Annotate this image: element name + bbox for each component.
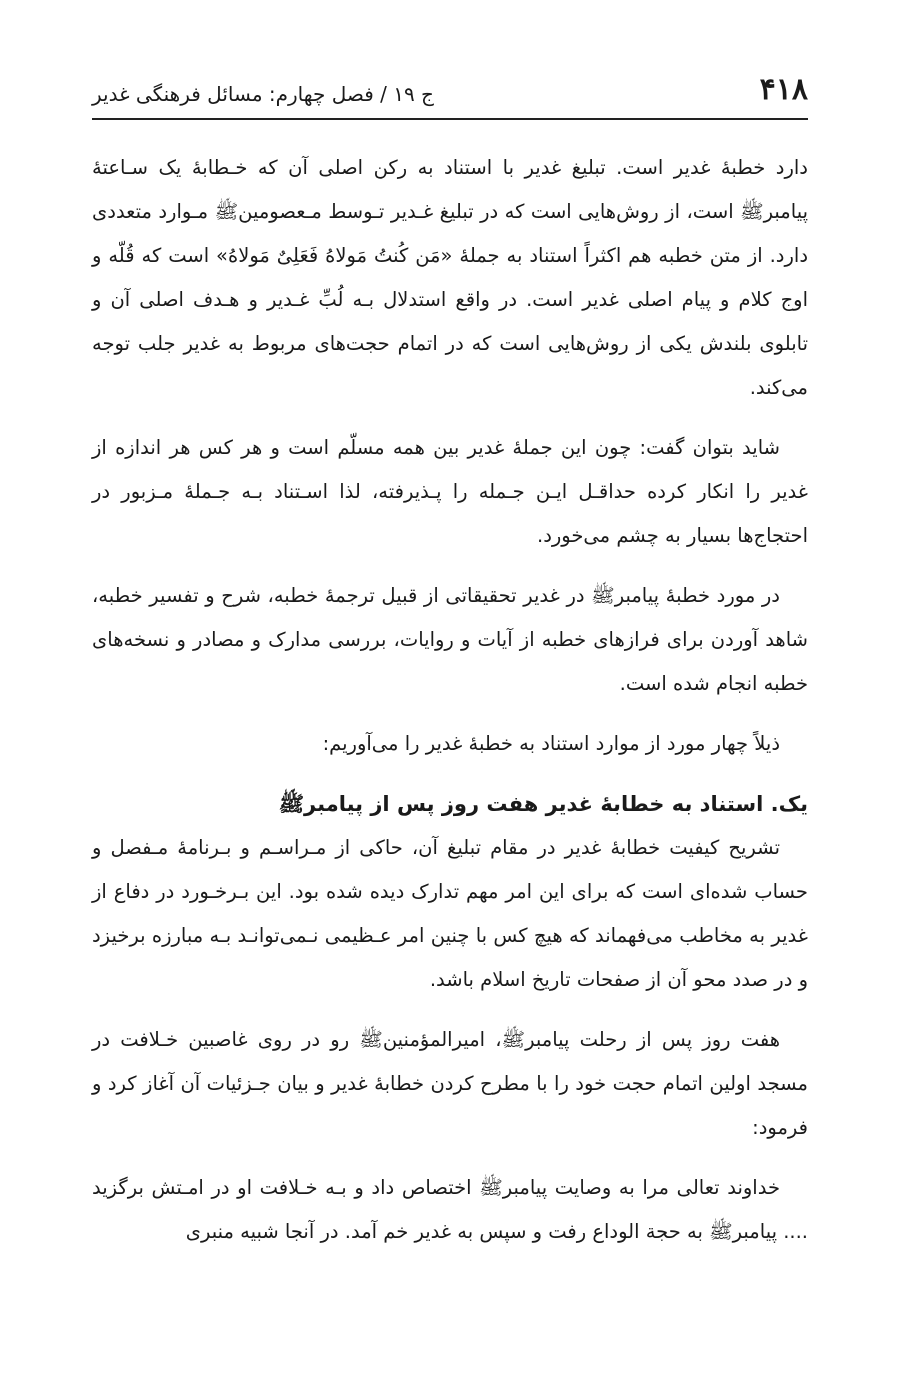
section-paragraph-3: خداوند تعالی مرا به وصایت پیامبرﷺ اختصاص داد و بـه خـلافت او در امـتش برگزید .... پیامبرﷺ به حجة الوداع رفت و سپس به غدیر خم آمد. در آنجا شبیه منبری [92, 1176, 808, 1243]
section-paragraph-2: هفت روز پس از رحلت پیامبرﷺ، امیرالمؤمنین‌ﷺ رو در روی غاصبین خـلافت در مسجد اولین اتمام حجت خود را با مطرح کردن خطابهٔ غدیر و بیان جـزئیات آن آغاز کرد و فرمود: [92, 1028, 808, 1139]
paragraph-4: ذیلاً چهار مورد از موارد استناد به خطبهٔ غدیر را می‌آوریم: [322, 732, 780, 755]
page-number: ۴۱۸ [759, 72, 808, 107]
paragraph-2: شاید بتوان گفت: چون این جملهٔ غدیر بین همه مسلّم است و هر کس هر اندازه از غدیر را انکار کرده حداقـل ایـن جـمله را پـذیرفته، لذا اسـتناد بـه جـملهٔ مـزبور در احتجاج‌ها بسیار به چشم می‌خورد. [92, 436, 808, 547]
running-head: ج ۱۹ / فصل چهارم: مسائل فرهنگی غدیر [92, 82, 434, 106]
paragraph-1: دارد خطبهٔ غدیر است. تبلیغ غدیر با استناد به رکن اصلی آن که خـطابهٔ یک سـاعتهٔ پیامبرﷺ است، از روش‌هایی است که در تبلیغ غـدیر تـوسط مـعصومین‌ﷺ مـوارد متعددی دارد. از متن خطبه هم اکثراً استناد به جملهٔ «مَن کُنتُ مَولاهُ فَعَلِیٌ مَولاهُ» است که قُلّه و اوج کلام و پیام اصلی غدیر است. در واقع استدلال بـه لُبِّ غـدیر و هـدف اصلی آن و تابلوی بلندش یکی از روش‌هایی است که در اتمام حجت‌های مربوط به غدیر جلب توجه می‌کند. [92, 156, 808, 399]
book-page [92, 0, 808, 1390]
paragraph-3: در مورد خطبهٔ پیامبرﷺ در غدیر تحقیقاتی از قبیل ترجمهٔ خطبه، شرح و تفسیر خطبه، شاهد آوردن برای فرازهای خطبه از آیات و روایات، بررسی مدارک و مصادر و نسخه‌های خطبه انجام شده است. [92, 584, 808, 695]
header-divider [92, 118, 808, 120]
section-heading: یک. استناد به خطابهٔ غدیر هفت روز پس از پیامبرﷺ [278, 792, 808, 816]
page-body [92, 146, 808, 1270]
section-paragraph-1: تشریح کیفیت خطابهٔ غدیر در مقام تبلیغ آن، حاکی از مـراسـم و بـرنامهٔ مـفصل و حساب شده‌ای است که برای این امر مهم تدارک دیده شده بود. این بـرخـورد در دفاع از غدیر به مخاطب می‌فهماند که هیچ کس با چنین امر عـظیمی نـمی‌توانـد بـه مبارزه برخیزد و در صدد محو آن از صفحات تاریخ اسلام باشد. [92, 836, 808, 991]
page-header [92, 70, 808, 116]
